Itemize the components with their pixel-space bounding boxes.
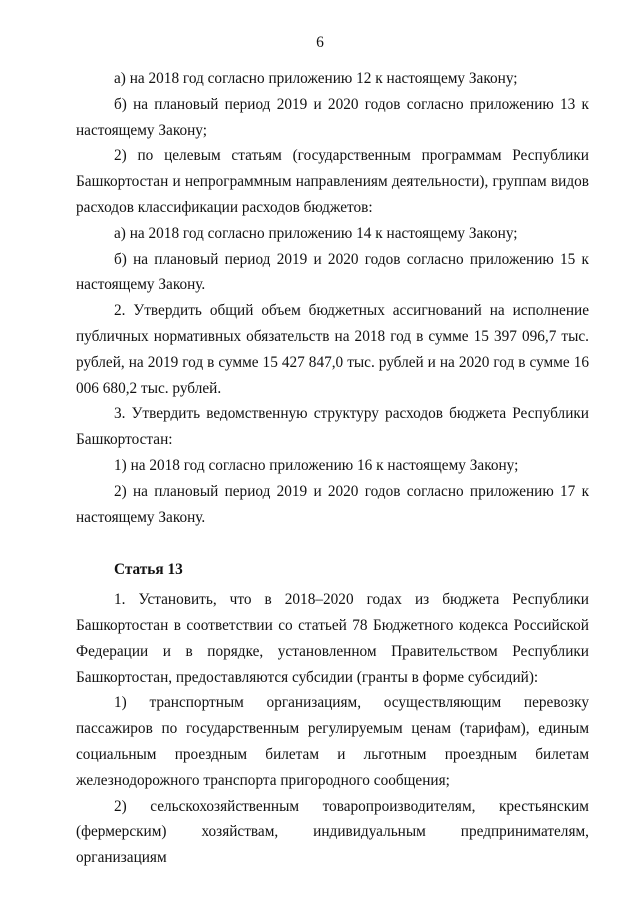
paragraph-3-departmental-structure: 3. Утвердить ведомственную структуру расходов бюджета Республики Башкортостан: bbox=[76, 405, 589, 449]
paragraph-a-2018-app12: а) на 2018 год согласно приложению 12 к настоящему Закону; bbox=[114, 70, 518, 87]
page-number: 6 bbox=[316, 34, 324, 51]
paragraph-1-transport-organizations: 1) транспортным организациям, осуществляющим перевозку пассажиров по государственным регулируемым ценам (тарифам), единым социальным проездным билетам и льготным проездным билетам железнодорожного транспорта пригородного сообщения; bbox=[76, 694, 589, 789]
document-body bbox=[76, 66, 589, 871]
paragraph-2-public-obligations: 2. Утвердить общий объем бюджетных ассигнований на исполнение публичных нормативных обязательств на 2018 год в сумме 15 397 096,7 тыс. рублей, на 2019 год в сумме 15 427 847,0 тыс. рублей и на 2020 год в сумме 16 006 680,2 тыс. рублей. bbox=[76, 302, 589, 397]
paragraph-2-agricultural-producers: 2) сельскохозяйственным товаропроизводителям, крестьянским (фермерским) хозяйствам, индивидуальным предпринимателям, организациям bbox=[76, 797, 589, 867]
paragraph-1-2018-app16: 1) на 2018 год согласно приложению 16 к настоящему Закону; bbox=[114, 456, 519, 474]
paragraph-a-2018-app14: а) на 2018 год согласно приложению 14 к настоящему Закону; bbox=[114, 224, 518, 242]
paragraph-b-2019-2020-app13: б) на плановый период 2019 и 2020 годов согласно приложению 13 к настоящему Закону; bbox=[76, 95, 589, 139]
paragraph-1-subsidies: 1. Установить, что в 2018–2020 годах из бюджета Республики Башкортостан в соответствии со статьей 78 Бюджетного кодекса Российской Федерации и в порядке, установленном Правительством Республики Башкортостан, предоставляются субсидии (гранты в форме субсидий): bbox=[76, 591, 589, 686]
paragraph-b-2019-2020-app15: б) на плановый период 2019 и 2020 годов согласно приложению 15 к настоящему Закону. bbox=[76, 250, 589, 294]
section-spacer bbox=[76, 530, 589, 557]
article-heading: Статья 13 bbox=[114, 561, 183, 579]
paragraph-2-2019-2020-app17: 2) на плановый период 2019 и 2020 годов согласно приложению 17 к настоящему Закону. bbox=[76, 482, 589, 526]
paragraph-2-target-articles: 2) по целевым статьям (государственным программам Республики Башкортостан и непрограммным направлениям деятельности), группам видов расходов классификации расходов бюджетов: bbox=[76, 147, 589, 216]
